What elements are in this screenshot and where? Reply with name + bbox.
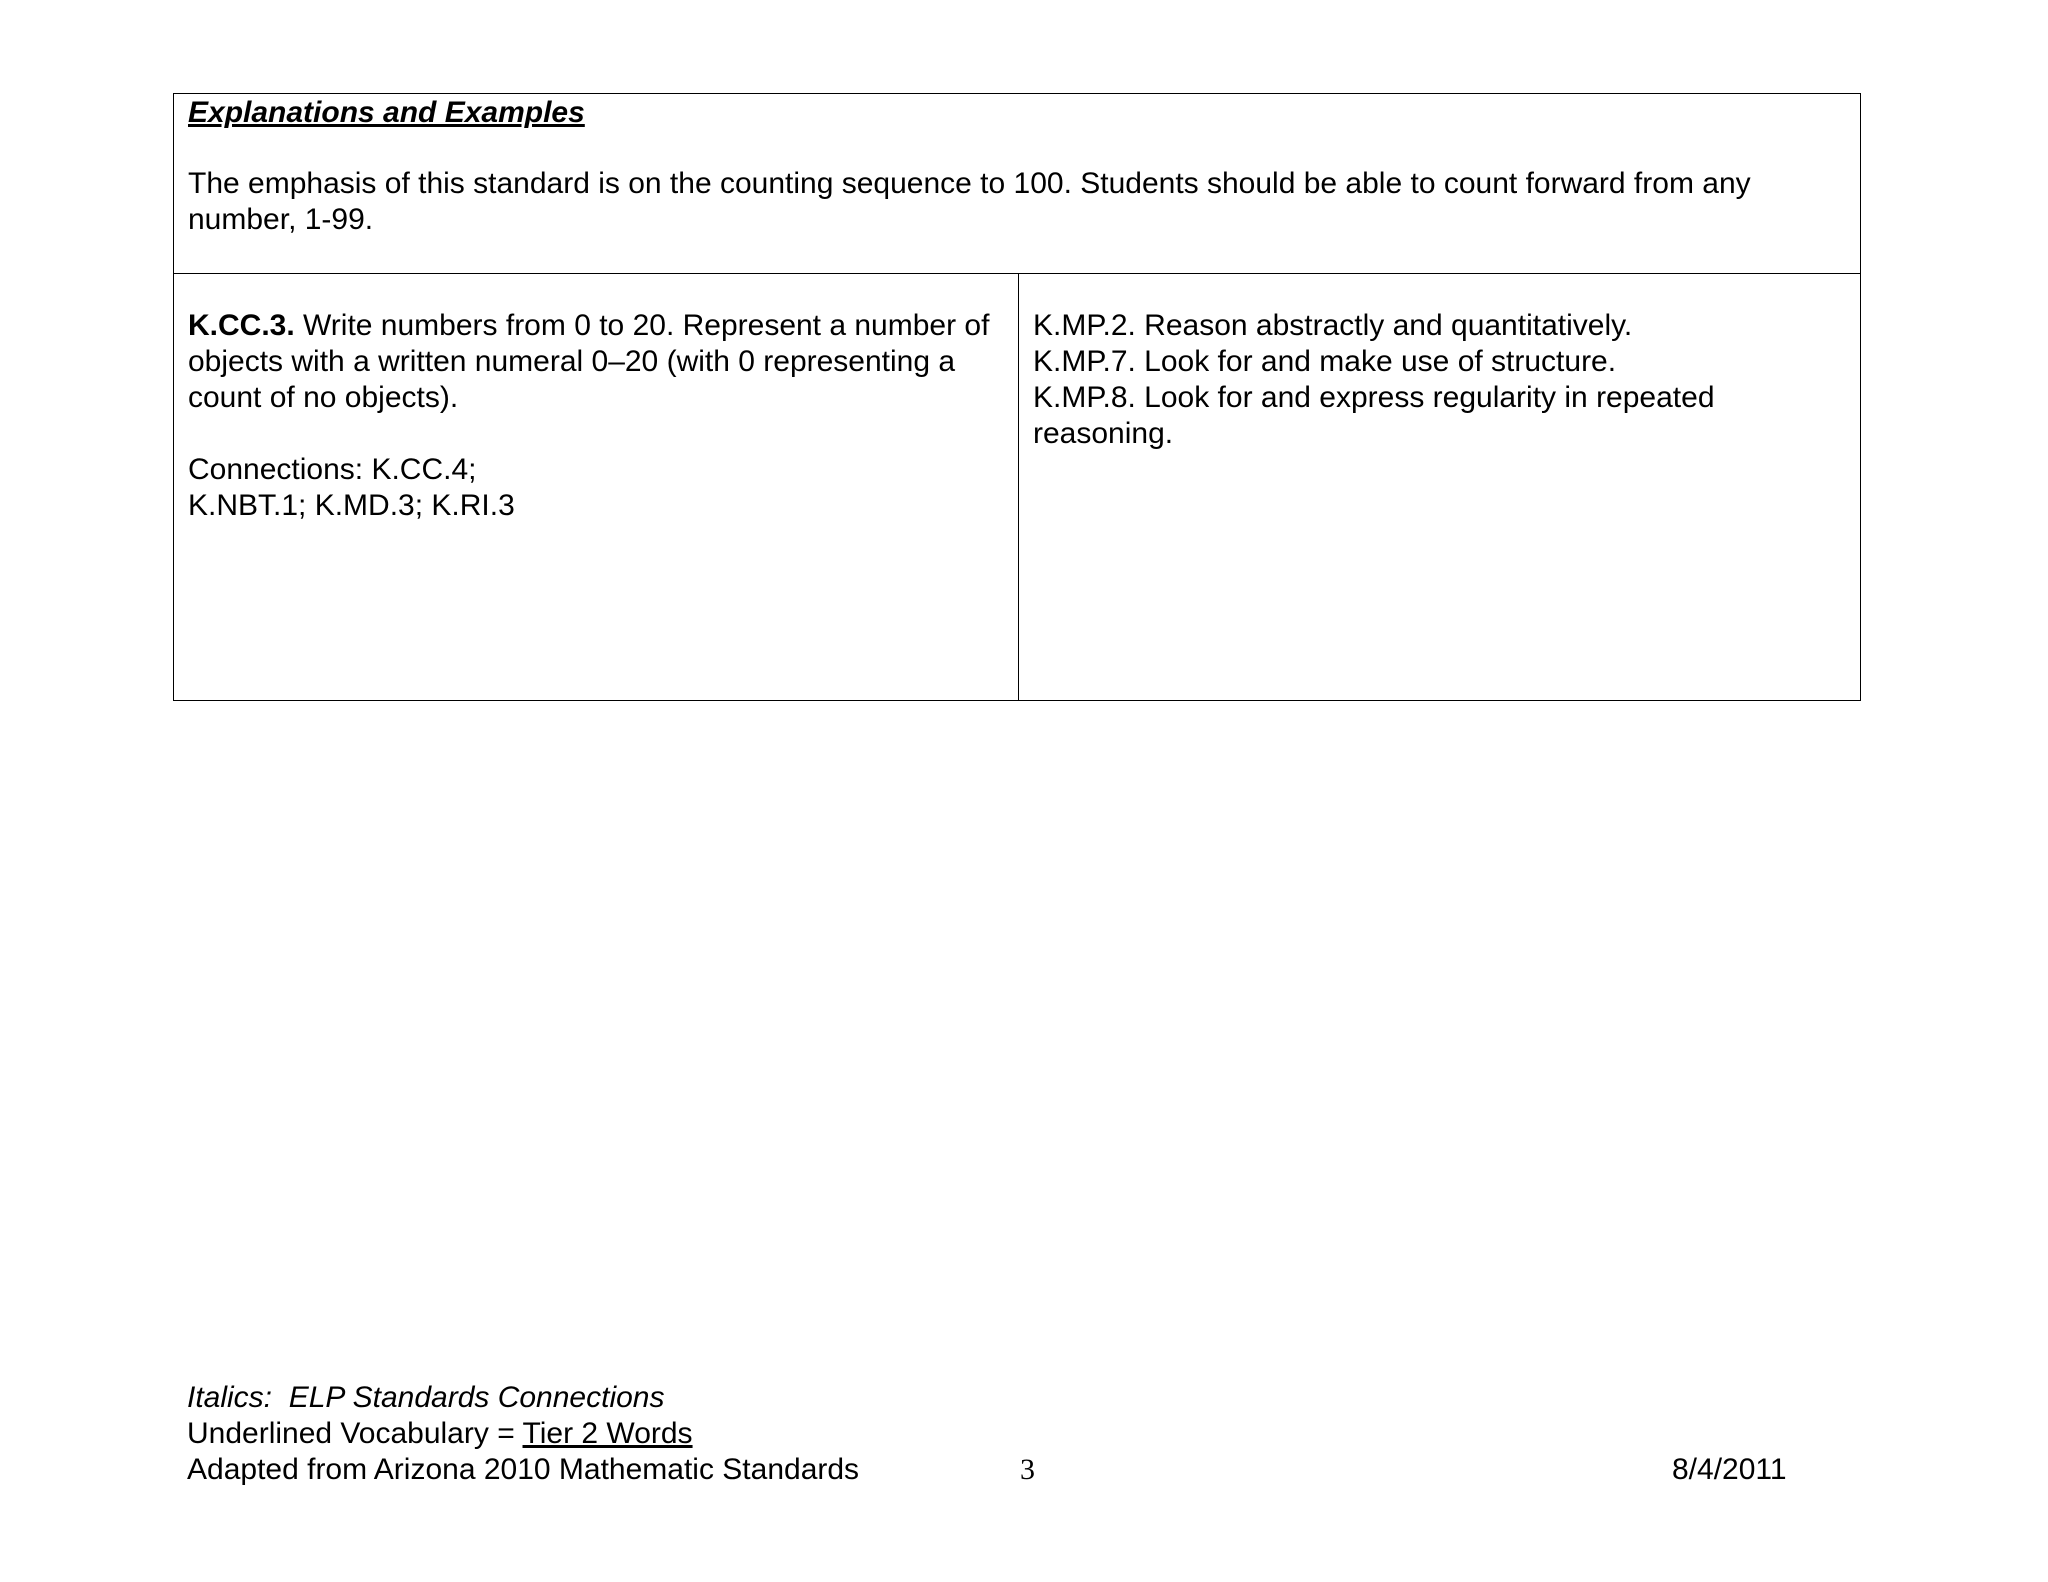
footer-vocabulary-legend — [187, 1416, 859, 1452]
page-number: 3 — [1020, 1453, 1035, 1486]
standard-text-block — [188, 308, 1008, 524]
footer — [187, 1380, 859, 1488]
practices-cell — [1019, 274, 1860, 700]
standard-code: K.CC.3. — [188, 309, 295, 342]
standard-statement: Write numbers from 0 to 20. Represent a number of objects with a written numeral 0–20 (with 0 representing a count of no objects). — [188, 309, 990, 414]
footer-tier2-words: Tier 2 Words — [522, 1417, 693, 1450]
standard-description — [188, 308, 1008, 416]
footer-italics-legend: Italics: ELP Standards Connections — [187, 1381, 665, 1414]
standard-cell — [174, 274, 1019, 700]
footer-date: 8/4/2011 — [1672, 1453, 1787, 1486]
explanations-heading: Explanations and Examples — [188, 96, 585, 129]
practice-item: K.MP.7. Look for and make use of structure. — [1033, 345, 1617, 378]
footer-vocabulary-prefix: Underlined Vocabulary = — [187, 1417, 523, 1450]
standards-table — [173, 93, 1861, 701]
practice-item: K.MP.2. Reason abstractly and quantitatively. — [1033, 309, 1633, 342]
footer-source: Adapted from Arizona 2010 Mathematic Standards — [187, 1453, 860, 1486]
connections-line-1: Connections: K.CC.4; — [188, 453, 477, 486]
practices-list — [1033, 308, 1833, 452]
explanations-text: The emphasis of this standard is on the counting sequence to 100. Students should be able to count forward from any number, 1-99. — [188, 167, 1751, 236]
connections-line-2: K.NBT.1; K.MD.3; K.RI.3 — [188, 489, 515, 522]
explanations-row — [174, 94, 1860, 274]
practice-item: K.MP.8. Look for and express regularity in repeated reasoning. — [1033, 381, 1715, 450]
